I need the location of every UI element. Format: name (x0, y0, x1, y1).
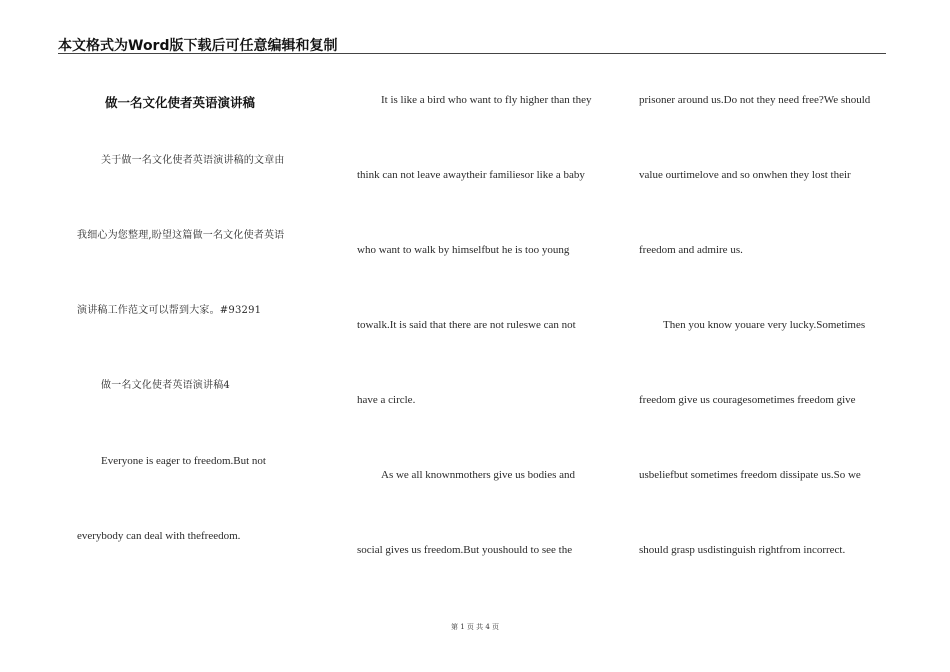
section-heading: 做一名文化使者英语演讲稿4 (101, 380, 230, 391)
document-title: 做一名文化使者英语演讲稿 (105, 95, 256, 110)
paragraph-line: It is like a bird who want to fly higher than they (381, 94, 592, 106)
paragraph-line: have a circle. (357, 394, 416, 406)
paragraph-line: freedom and admire us. (639, 244, 743, 256)
paragraph-line: freedom give us couragesometimes freedom give (639, 394, 856, 406)
column-1 (77, 0, 327, 600)
paragraph-line: usbeliefbut sometimes freedom dissipate us.So we (639, 469, 861, 481)
document-header: 本文格式为Word版下载后可任意编辑和复制 (58, 38, 338, 54)
paragraph-line: 我细心为您整理,盼望这篇做一名文化使者英语 (77, 230, 285, 241)
column-3 (639, 0, 901, 600)
paragraph-line: value ourtimelove and so onwhen they lost their (639, 169, 851, 181)
column-2 (357, 0, 619, 600)
paragraph-line: prisoner around us.Do not they need free?We should (639, 94, 871, 106)
page-number: 第 1 页 共 4 页 (450, 623, 500, 631)
paragraph-line: Then you know youare very lucky.Sometimes (663, 319, 866, 331)
paragraph-line: towalk.It is said that there are not ruleswe can not (357, 319, 576, 331)
paragraph-line: As we all knownmothers give us bodies and (381, 469, 575, 481)
paragraph-line: should grasp usdistinguish rightfrom incorrect. (639, 544, 846, 556)
paragraph-line: think can not leave awaytheir familiesor like a baby (357, 169, 585, 181)
paragraph-line: everybody can deal with thefreedom. (77, 530, 241, 542)
paragraph-line: social gives us freedom.But youshould to see the (357, 544, 573, 556)
paragraph-line: who want to walk by himselfbut he is too young (357, 244, 570, 256)
paragraph-line: 关于做一名文化使者英语演讲稿的文章由 (101, 155, 285, 166)
paragraph-line: Everyone is eager to freedom.But not (101, 455, 266, 467)
paragraph-line: 演讲稿工作范文可以帮到大家。#93291 (77, 305, 262, 316)
